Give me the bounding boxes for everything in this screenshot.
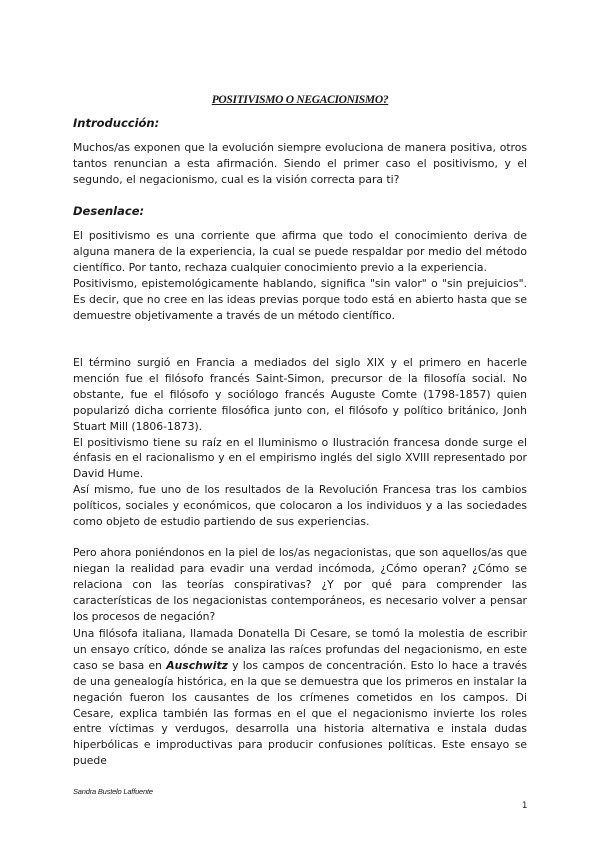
paragraph-2 [73,355,527,482]
intro-paragraph [73,140,527,188]
paragraph-4 [73,545,527,625]
footer-author: Sandra Bustelo Laffuente [73,787,153,796]
paragraph-4-text: Pero ahora poniéndonos en la piel de los/as negacionistas, que son aquellos/as que niegan la realidad para evadir una verdad incómoda, ¿Cómo operan? ¿Cómo se relaciona con las teorías conspirativas? ¿Y por qué para comprender las características de los negacionistas contemporáneos, es necesario volver a pensar los procesos de negación? [73,546,527,623]
paragraph-2b: El positivismo tiene su raíz en el Iluminismo o Ilustración francesa donde surge el énfasis en el racionalismo y en el empirismo inglés del siglo XVIII representado por David Hume. [73,435,527,481]
paragraph-1a: El positivismo es una corriente que afirma que todo el conocimiento deriva de alguna manera de la experiencia, la cual se puede respaldar por medio del método científico. Por tanto, rechaza cualquier conocimiento previo a la experiencia. [73,229,527,274]
paragraph-5 [73,626,527,769]
page-number: 1 [522,801,528,811]
intro-heading: Introducción: [73,116,160,130]
paragraph-2a: El término surgió en Francia a mediados del siglo XIX y el primero en hacerle mención fue el filósofo francés Saint-Simon, precursor de la filosofía social. No obstante, fue el filósofo y sociólogo francés Auguste Comte (1798-1857) quien popularizó dicha corriente filosófica junto con, el filósofo y político británico, Jonh Stuart Mill (1806-1873). [73,356,527,433]
paragraph-1b: Positivismo, epistemológicamente hablando, significa "sin valor" o "sin prejuicios". Es decir, que no cree en las ideas previas porque todo está en abierto hasta que se demuestre objetivamente a través de un método científico. [73,276,527,322]
intro-text: Muchos/as exponen que la evolución siempre evoluciona de manera positiva, otros tantos renuncian a esta afirmación. Siendo el primer caso el positivismo, y el segundo, el negacionismo, cual es la visión correcta para ti? [73,141,527,186]
paragraph-5-end: y los campos de concentración. Esto lo hace a través de una genealogía histórica, en la que se demuestra que los primeros en instalar la negación fueron los causantes de los crímenes cometidos en los campos. Di Cesare, explica también las formas en el que el negacionismo invierte los roles entre víctimas y verdugos, desarrolla una historia alternativa e instala dudas hiperbólicas e improductivas para producir confusiones políticas. Este ensayo se puede [73,658,527,768]
paragraph-5-start: Una filósofa italiana, llamada Donatella Di Cesare, se tomó la molestia de escribir un ensayo crítico, dónde se analiza las raíces profundas del negacionismo, en este caso se basa en [73,627,527,672]
paragraph-1 [73,228,527,323]
paragraph-3 [73,482,527,530]
auschwitz-emphasis: Auschwitz [166,658,228,672]
page-title: POSITIVISMO O NEGACIONISMO? [211,94,389,106]
body-heading: Desenlace: [73,204,145,218]
paragraph-3-text: Así mismo, fue uno de los resultados de la Revolución Francesa tras los cambios políticos, sociales y económicos, que colocaron a los individuos y a las sociedades como objeto de estudio partiendo de sus experiencias. [73,483,527,528]
paragraph-5-text [73,626,527,769]
